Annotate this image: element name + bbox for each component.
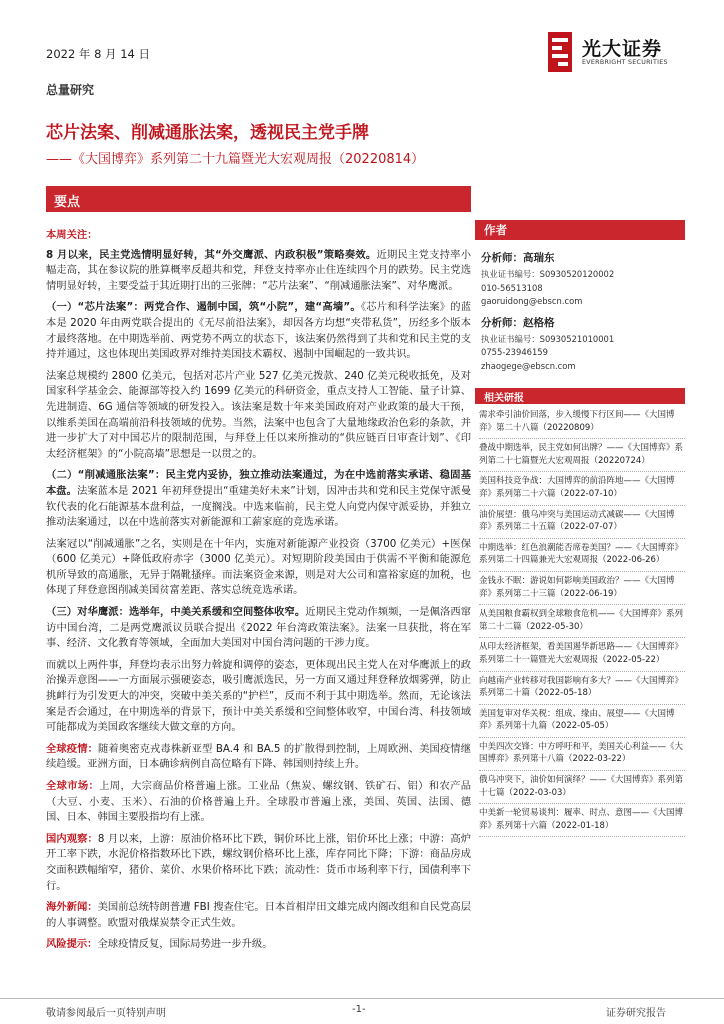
related-label: 相关研报	[484, 393, 524, 404]
paragraph: 法案总规模约 2800 亿美元，包括对芯片产业 527 亿美元拨款、240 亿美元税收抵免，及对国家科学基金会、能源部等投入约 1699 亿美元的科研资金，重点支持人工智能、量子计算、先进制造、6G 通信等领域的研发投入。该法案是数十年来美国政府对产业政策的最大干预，以维系美国在高端前沿科技领域的优势。当然，法案中也包含了大量地缘政治色彩的条款，并进一步扩大了对中国芯片的限制范围，与拜登上任以来所推动的“供应链百日审查计划”、《印太经济框架》的“小院高墙”思想是一以贯之的。	[46, 369, 471, 460]
body-text: 法案蓝本是 2021 年初拜登提出“重建美好未来”计划，因冲击共和党和民主党保守派曼钦代表的化石能源基本盘利益，一度搁浅。中选来临前，民主党人向党内保守派妥协，并独立推动法案通过，以在中选前落实对新能源和工薪家庭的竞选承诺。	[46, 484, 471, 529]
analyst-email[interactable]: zhaogege@ebscn.com	[481, 360, 576, 371]
focus-heading: 本周关注：	[46, 229, 98, 241]
report-subtitle: ——《大国博弈》系列第二十九篇暨光大宏观周报（20220814）	[46, 152, 425, 167]
related-report-link[interactable]: 中美四次交锋：中方呼吁和平，美国关心利益——《大国博弈》系列第十八篇（2022-03-22）	[479, 738, 685, 771]
footer-report-type: 证券研究报告	[606, 1008, 666, 1019]
report-date: 2022 年 8 月 14 日	[46, 47, 150, 61]
related-report-link[interactable]: 叠战中期选举，民主党如何出牌？——《大国博弈》系列第二十七篇暨光大宏观周报（20220724）	[479, 439, 685, 472]
risk-warning	[46, 937, 471, 953]
body-text: 近期民主党动作频频，一是佩洛西窜访中国台湾，二是两党鹰派议员联合提出《2022 年台湾政策法案》。法案一旦获批，将在军事、经济、文化教育等领域，全面加大美国对中国台湾问题的干涉力度。	[46, 606, 472, 650]
domestic-observation	[46, 832, 471, 894]
global-markets	[46, 779, 471, 826]
item-label: 风险提示：	[46, 938, 98, 951]
related-report-link[interactable]: 俄乌冲突下，油价如何演绎？——《大国博弈》系列第十七篇（2022-03-03）	[479, 771, 685, 804]
analyst-cert: 执业证书编号：S0930520120002	[481, 269, 615, 279]
report-title: 芯片法案、削减通胀法案，透视民主党手牌	[46, 123, 369, 143]
brand-logo	[548, 32, 688, 74]
logo-english: EVERBRIGHT SECURITIES	[582, 59, 668, 66]
related-report-link[interactable]: 美国科技竞争战：大国博弈的前沿阵地——《大国博弈》系列第二十六篇（2022-07-10）	[479, 472, 685, 505]
logo-mark-icon	[548, 32, 572, 72]
analyst-name: 分析师：高瑞东	[481, 252, 555, 264]
authors-header	[475, 220, 685, 240]
lead-text: （三）对华鹰派：选举年，中美关系缓和空间整体收窄。	[46, 606, 306, 619]
item-text: 美国前总统特朗普遭 FBI 搜查住宅。日本首相岸田文雄完成内阁改组和自民党高层的人事调整。欧盟对俄煤炭禁令正式生效。	[46, 901, 471, 929]
item-text: 全球疫情反复，国际局势进一步升级。	[97, 938, 273, 951]
lead-text: （二）“削减通胀法案”：民主党内妥协，独立推动法案通过，为在中选前落实承诺、稳固基本盘。	[46, 469, 471, 497]
paragraph	[46, 300, 471, 362]
related-report-link[interactable]: 需求牵引油价回落，步入缓慢下行区间——《大国博弈》第二十八篇（20220809）	[479, 406, 685, 439]
paragraph	[46, 468, 471, 530]
lead-text: 8 月以来，民主党选情明显好转，其“外交鹰派、内政积极”策略奏效。	[46, 248, 377, 261]
item-text: 上周，大宗商品价格普遍上涨。工业品（焦炭、螺纹钢、铁矿石、铝）和农产品（大豆、小麦、玉米）、石油的价格普遍上升。全球股市普遍上涨，美国、英国、法国、德国、日本、韩国主要股指均有上涨。	[46, 780, 472, 824]
analyst-name: 分析师：赵格格	[481, 316, 555, 329]
related-report-link[interactable]: 从美国粮食霸权到全球粮食危机——《大国博弈》系列第二十二篇（2022-05-30）	[479, 605, 685, 638]
paragraph: 法案冠以“削减通胀”之名，实则是在十年内，实施对新能源产业投资（3700 亿美元）+医保（600 亿美元）+降低政府赤字（3000 亿美元）。对短期阶段美国由于供需不平衡和能源危机所导致的高通胀，无异于隔靴搔痒。而法案资金来源，则是对大公司和富裕家庭的加税，也体现了拜登意图削减美国贫富差距、落实总统竞选承诺。	[46, 537, 471, 597]
footer-divider	[0, 998, 724, 999]
paragraph: 而就以上两件事，拜登均表示出努力斡旋和调停的姿态，更体现出民主党人在对华鹰派上的政治操弄意图——一方面展示强硬姿态，吸引鹰派选民，另一方面又通过拜登释放烟雾弹，防止挑衅行为引发更大的冲突，突破中美关系的“护栏”，反而不利于其中期选举。然而，无论该法案是否会通过，在中期选举的背景下，预计中美关系缓和空间整体收窄，中国台湾、科技领域可能都成为美国政客继续大做文章的方向。	[46, 658, 471, 734]
main-body	[46, 228, 471, 959]
body-text: 近期民主党支持率小幅走高，其在参议院的胜算概率反超共和党，拜登支持率亦止住连续四个月的跌势。民主党选情明显好转，主要受益于其近期打出的三张牌：“芯片法案”、“削减通胀法案”、对华鹰派。	[46, 248, 471, 292]
overseas-news	[46, 900, 471, 931]
logo-name: 光大证券	[582, 38, 663, 60]
analyst-card	[481, 252, 685, 309]
related-report-link[interactable]: 美国复审对华关税：组成、缘由、展望——《大国博弈》系列第十九篇（2022-05-05）	[479, 705, 685, 738]
analyst-phone: 0755-23946159	[481, 347, 548, 357]
report-category: 总量研究	[46, 83, 95, 97]
section-label: 要点	[54, 195, 81, 210]
related-report-link[interactable]: 从印太经济框架，看美国遏华新思路——《大国博弈》系列第二十一篇暨光大宏观周报（2022-05-22）	[479, 638, 685, 671]
item-text: 随着奥密克戎毒株新亚型 BA.4 和 BA.5 的扩散得到控制，上周欧洲、美国疫情继续趋缓。亚洲方面，日本确诊病例自高位略有下降、韩国则持续上升。	[46, 742, 472, 771]
footer-disclaimer: 敬请参阅最后一页特别声明	[46, 1008, 166, 1019]
global-epidemic	[46, 742, 471, 773]
analyst-card	[481, 317, 685, 374]
related-report-link[interactable]: 中期选举：红色浪潮能否席卷美国？——《大国博弈》系列第二十四篇兼光大宏观周报（2022-06-26）	[479, 539, 685, 572]
related-report-link[interactable]: 油价展望：俄乌冲突与美国运动式减碳——《大国博弈》系列第二十五篇（2022-07-07）	[479, 506, 685, 539]
item-label: 国内观察：	[46, 832, 98, 845]
page-number: -1-	[352, 1004, 366, 1015]
related-report-link[interactable]: 向越南产业转移对我国影响有多大？——《大国博弈》系列第二十篇（2022-05-18）	[479, 672, 685, 705]
item-label: 全球疫情：	[46, 742, 99, 755]
related-report-link[interactable]: 中美新一轮贸易谈判：履率、时点、意图——《大国博弈》系列第十六篇（2022-01-18）	[479, 804, 685, 837]
item-label: 海外新闻：	[46, 901, 98, 914]
paragraph	[46, 605, 471, 652]
lead-text: （一）“芯片法案”：两党合作、遏制中国，筑“小院”，建“高墙”。	[46, 301, 361, 314]
paragraph	[46, 248, 471, 295]
related-header	[475, 388, 685, 404]
authors-panel	[475, 240, 685, 381]
analyst-email[interactable]: gaoruidong@ebscn.com	[481, 296, 583, 306]
analyst-cert: 执业证书编号：S0930521010001	[481, 333, 615, 344]
section-header	[46, 186, 471, 212]
item-text: 8 月以来，上游：原油价格环比下跌，铜价环比上涨，铝价环比上涨；中游：高炉开工率下跌，水泥价格指数环比下跌，螺纹钢价格环比上涨，库存同比下降；下游：商品房成交面积跌幅缩窄，猪价、菜价、水果价格环比下跌；流动性：货币市场利率下行，国债利率下行。	[46, 832, 472, 892]
related-reports-list	[479, 406, 685, 837]
analyst-phone: 010-56513108	[481, 282, 543, 293]
body-text: 《芯片和科学法案》的蓝本是 2020 年由两党联合提出的《无尽前沿法案》，却因各方均想“夹带私货”，历经多个版本才最终落地。在中期选举前、两党势不两立的状态下，该法案仍然得到了共和党和民主党的支持并通过，这也体现出美国政界对维持美国技术霸权、遏制中国崛起的一致共识。	[46, 301, 471, 361]
authors-label: 作者	[484, 223, 507, 237]
item-label: 全球市场：	[46, 780, 100, 792]
related-report-link[interactable]: 金钱永不眠：游说如何影响美国政治？——《大国博弈》系列第二十三篇（2022-06-19）	[479, 572, 685, 605]
